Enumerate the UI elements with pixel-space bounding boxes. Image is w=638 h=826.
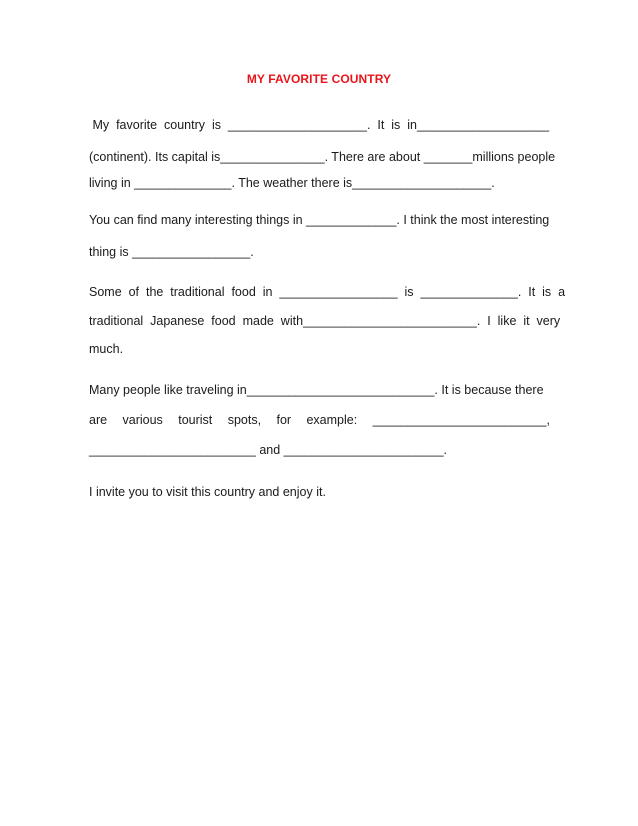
paragraph-1-line-1: My favorite country is ____________________. It is in___________________ (89, 118, 550, 132)
paragraph-2-line-2: thing is _________________. (89, 245, 254, 259)
page-title: MY FAVORITE COUNTRY (246, 72, 392, 86)
paragraph-4-line-1: Many people like traveling in___________________________. It is because there (89, 383, 544, 397)
paragraph-4-line-2 (89, 412, 550, 428)
word: tourist (178, 413, 213, 427)
word: _________________________, (372, 413, 550, 427)
word: example: (306, 413, 358, 427)
word: are (89, 413, 108, 427)
paragraph-3-line-1: Some of the traditional food in _________________ is ______________. It is a (89, 285, 566, 299)
word: for (276, 413, 292, 427)
paragraph-4-line-3: ________________________ and _______________________. (89, 443, 448, 457)
paragraph-3-line-3: much. (89, 342, 124, 356)
paragraph-3-line-2: traditional Japanese food made with_________________________. I like it very (89, 314, 561, 328)
word: spots, (227, 413, 262, 427)
word: various (122, 413, 163, 427)
paragraph-1-line-3: living in ______________. The weather there is____________________. (89, 176, 495, 190)
paragraph-1-line-2: (continent). Its capital is_______________. There are about _______millions people (89, 150, 556, 164)
paragraph-2-line-1: You can find many interesting things in _____________. I think the most interesting (89, 213, 550, 227)
paragraph-5-line-1: I invite you to visit this country and enjoy it. (89, 485, 326, 499)
